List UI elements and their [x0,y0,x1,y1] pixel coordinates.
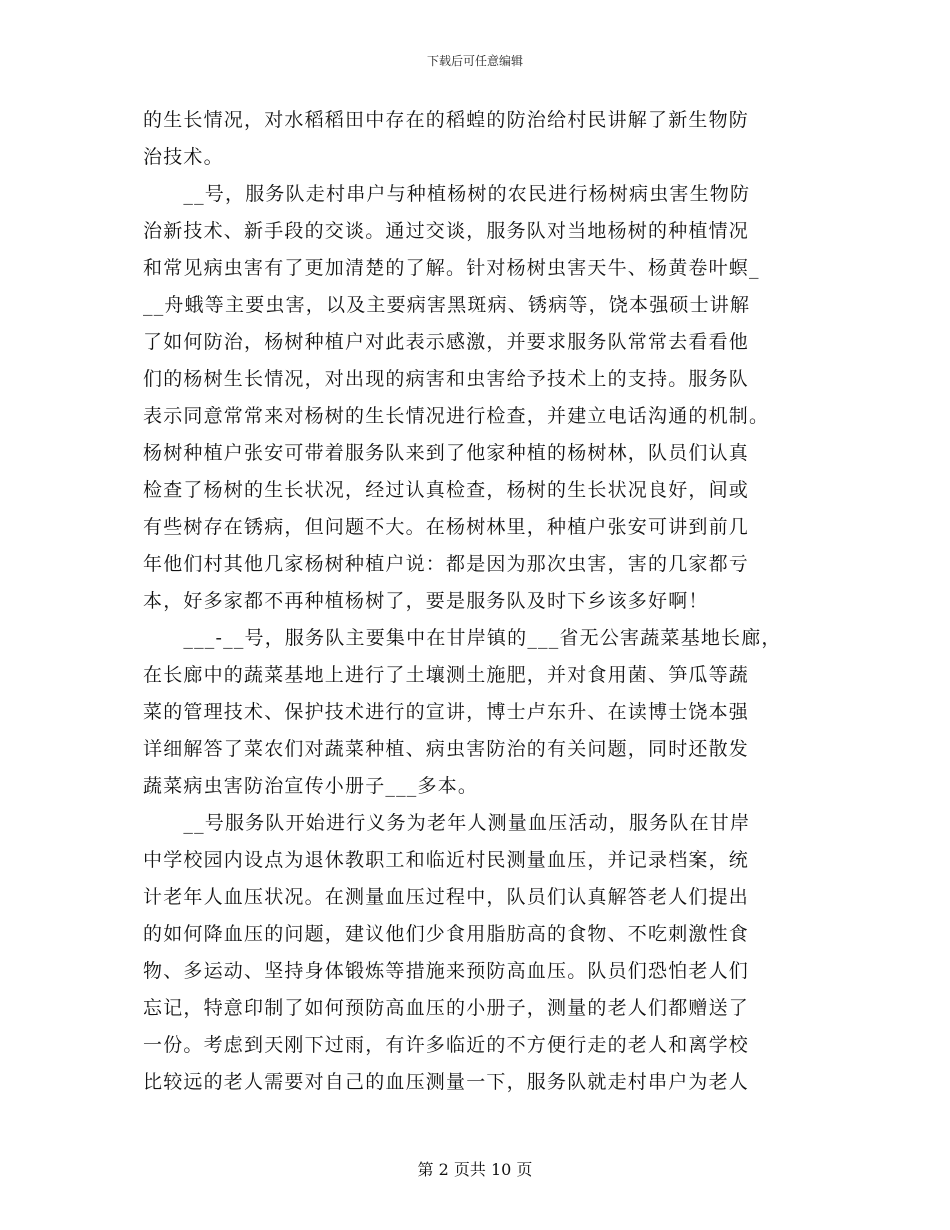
page-number: 第 2 页共 10 页 [417,1160,533,1179]
page-header: 下载后可任意编辑 [426,54,523,68]
text-line: 的如何降血压的问题，建议他们少食用脂肪高的食物、不吃刺激性食 [143,923,750,945]
text-line: 一份。考虑到天刚下过雨，有许多临近的不方便行走的老人和离学校 [143,1034,750,1056]
text-line: 治新技术、新手段的交谈。通过交谈，服务队对当地杨树的种植情况 [143,220,750,242]
text-line: 的生长情况，对水稻稻田中存在的稻蝗的防治给村民讲解了新生物防 [143,109,750,131]
text-line: 比较远的老人需要对自己的血压测量一下，服务队就走村串户为老人 [143,1071,750,1093]
text-line: 了如何防治，杨树种植户对此表示感激，并要求服务队常常去看看他 [143,331,750,353]
text-line: 详细解答了菜农们对蔬菜种植、病虫害防治的有关问题，同时还散发 [143,738,750,760]
text-line: 中学校园内设点为退休教职工和临近村民测量血压，并记录档案，统 [143,849,750,871]
text-line: 表示同意常常来对杨树的生长情况进行检查，并建立电话沟通的机制。 [143,405,770,427]
text-line: 在长廊中的蔬菜基地上进行了土壤测土施肥，并对食用菌、笋瓜等蔬 [143,664,750,686]
text-line: __号服务队开始进行义务为老年人测量血压活动，服务队在甘岸 [143,812,751,834]
text-line: 忘记，特意印制了如何预防高血压的小册子，测量的老人们都赠送了 [143,997,750,1019]
text-line: 计老年人血压状况。在测量血压过程中，队员们认真解答老人们提出 [143,886,750,908]
text-line: 检查了杨树的生长状况，经过认真检查，杨树的生长状况良好，间或 [143,479,750,501]
text-line: 年他们村其他几家杨树种植户说：都是因为那次虫害，害的几家都亏 [143,553,750,575]
text-line: 菜的管理技术、保护技术进行的宣讲，博士卢东升、在读博士饶本强 [143,701,750,723]
text-line: 有些树存在锈病，但问题不大。在杨树林里，种植户张安可讲到前几 [143,516,750,538]
text-line: 杨树种植户张安可带着服务队来到了他家种植的杨树林，队员们认真 [143,442,750,464]
text-line: 和常见病虫害有了更加清楚的了解。针对杨树虫害天牛、杨黄卷叶螟_ [143,257,760,279]
text-line: 物、多运动、坚持身体锻炼等措施来预防高血压。队员们恐怕老人们 [143,960,750,982]
text-line: 们的杨树生长情况，对出现的病害和虫害给予技术上的支持。服务队 [143,368,750,390]
text-line: __号，服务队走村串户与种植杨树的农民进行杨树病虫害生物防 [143,183,751,205]
text-line: 蔬菜病虫害防治宣传小册子___多本。 [143,775,479,797]
text-line: 本，好多家都不再种植杨树了，要是服务队及时下乡该多好啊！ [143,590,709,612]
text-line: 治技术。 [143,146,224,168]
text-line: ___-__号，服务队主要集中在甘岸镇的___省无公害蔬菜基地长廊， [143,627,782,649]
text-line: __舟蛾等主要虫害，以及主要病害黑斑病、锈病等，饶本强硕士讲解 [143,294,751,316]
